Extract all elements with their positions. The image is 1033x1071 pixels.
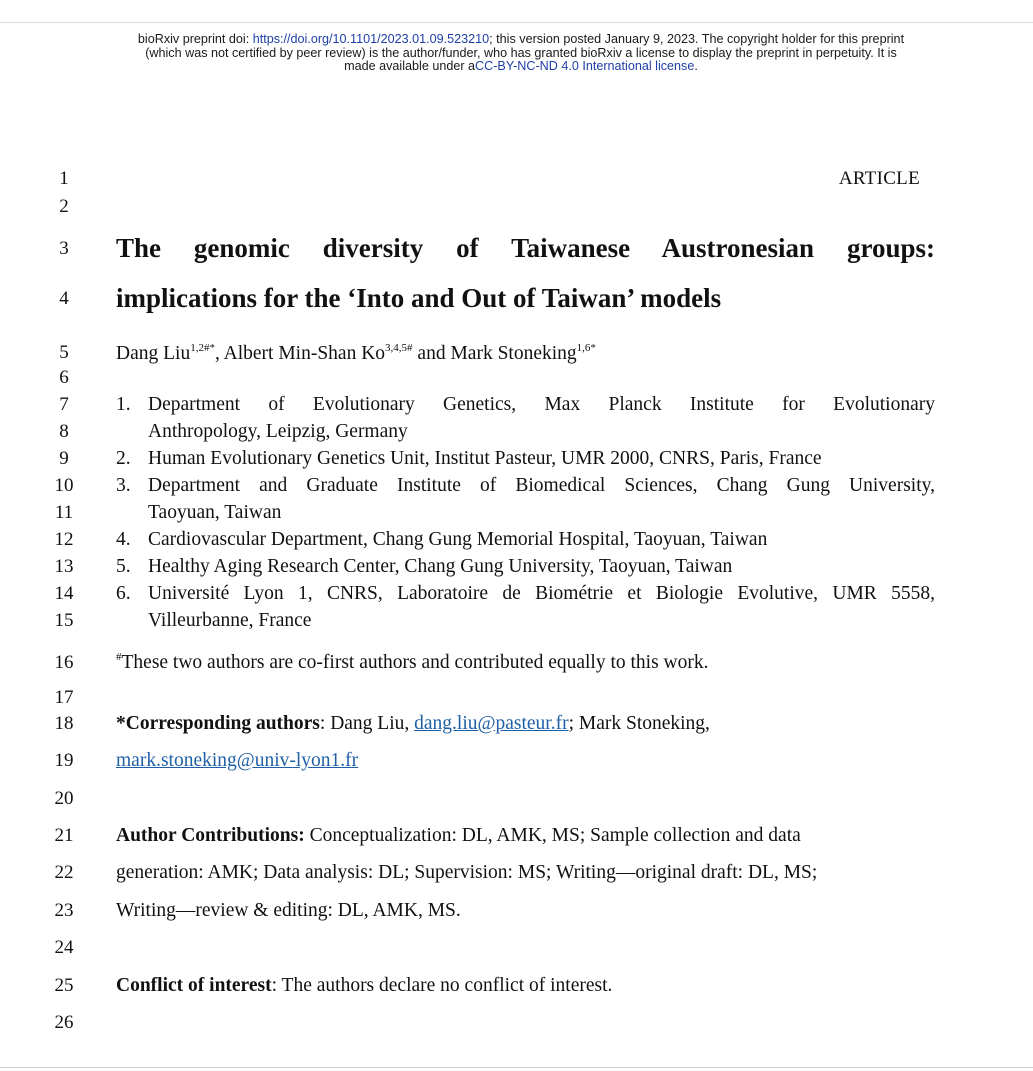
corresponding-authors: [116, 712, 710, 736]
line-number: 8: [59, 421, 69, 442]
line-number: 14: [54, 583, 74, 604]
corresponding-name: ; Mark Stoneking,: [568, 713, 710, 734]
line-number: 13: [54, 556, 74, 577]
corresponding-colon: :: [319, 713, 331, 734]
affiliation-text: Human Evolutionary Genetics Unit, Institut Pasteur, UMR 2000, CNRS, Paris, France: [148, 448, 822, 469]
line-number: 20: [54, 788, 74, 809]
line-number: 23: [54, 900, 74, 921]
line-number: 2: [59, 196, 69, 217]
line-number: 16: [54, 652, 74, 673]
line-number: 3: [59, 238, 69, 259]
email-link-mark-stoneking[interactable]: mark.stoneking@univ-lyon1.fr: [116, 750, 359, 771]
author-affiliation-sup: 1,2#*: [190, 342, 215, 354]
author-name: Dang Liu: [116, 343, 191, 364]
line-number: 24: [54, 937, 74, 958]
affiliation-text-continued: Taoyuan, Taiwan: [148, 502, 282, 523]
line-number: 4: [59, 288, 69, 309]
top-divider: [0, 22, 1033, 23]
line-number: 12: [54, 529, 74, 550]
banner-license-prefix: made available under a: [344, 59, 476, 74]
author-contributions: [116, 824, 801, 848]
line-number: 22: [54, 862, 74, 883]
bottom-divider: [0, 1067, 1033, 1068]
author-separator: and: [412, 343, 451, 364]
affiliation-text-continued: Villeurbanne, France: [148, 610, 312, 631]
license-link[interactable]: CC-BY-NC-ND 4.0 International license: [475, 59, 695, 74]
line-number: 25: [54, 975, 74, 996]
affiliation-number: 3.: [116, 475, 131, 496]
author-name: Mark Stoneking: [450, 343, 577, 364]
affiliation-number: 5.: [116, 556, 131, 577]
preprint-banner: [40, 33, 1002, 74]
line-number: 5: [59, 342, 69, 363]
line-number: 17: [54, 687, 74, 708]
affiliation-text: Université Lyon 1, CNRS, Laboratoire de Biométrie et Biologie Evolutive, UMR 5558,: [148, 583, 935, 604]
line-number: 18: [54, 713, 74, 734]
affiliation-number: 4.: [116, 529, 131, 550]
author-separator: ,: [214, 343, 224, 364]
doi-link[interactable]: https://doi.org/10.1101/2023.01.09.523210: [252, 32, 490, 46]
paper-title-line-1: The genomic diversity of Taiwanese Austronesian groups:: [116, 233, 935, 263]
affiliation-number: 6.: [116, 583, 131, 604]
banner-prefix: bioRxiv preprint doi:: [137, 32, 253, 46]
article-type-label: ARTICLE: [838, 168, 920, 189]
paper-title-line-2: implications for the ‘Into and Out of Taiwan’ models: [116, 283, 722, 313]
co-first-note: [116, 651, 709, 675]
conflict-label: Conflict of interest: [116, 975, 272, 996]
banner-line-3: [40, 60, 1002, 74]
email-link-dang-liu[interactable]: dang.liu@pasteur.fr: [414, 713, 569, 734]
line-number: 7: [59, 394, 69, 415]
affiliation-number: 2.: [116, 448, 131, 469]
line-number: 26: [54, 1012, 74, 1033]
author-affiliation-sup: 1,6*: [576, 342, 596, 354]
affiliation-text-continued: Anthropology, Leipzig, Germany: [148, 421, 408, 442]
line-number: 19: [54, 750, 74, 771]
line-number: 6: [59, 367, 69, 388]
conflict-of-interest: [116, 974, 612, 998]
line-number: 9: [59, 448, 69, 469]
banner-license-suffix: .: [694, 59, 698, 74]
affiliation-number: 1.: [116, 394, 131, 415]
co-first-mark: #: [116, 651, 122, 663]
conflict-text: : The authors declare no conflict of interest.: [271, 975, 613, 996]
corresponding-name: Dang Liu,: [330, 713, 415, 734]
line-number: 21: [54, 825, 74, 846]
corresponding-label: *Corresponding authors: [116, 713, 320, 734]
author-name: Albert Min-Shan Ko: [223, 343, 386, 364]
contributions-label: Author Contributions:: [116, 825, 305, 846]
affiliation-text: Department and Graduate Institute of Biomedical Sciences, Chang Gung University,: [148, 475, 935, 496]
line-number: 10: [54, 475, 74, 496]
affiliation-text: Cardiovascular Department, Chang Gung Memorial Hospital, Taoyuan, Taiwan: [148, 529, 768, 550]
affiliation-text: Department of Evolutionary Genetics, Max Planck Institute for Evolutionary: [148, 394, 935, 415]
line-number: 11: [54, 502, 74, 523]
line-number: 1: [59, 168, 69, 189]
affiliation-text: Healthy Aging Research Center, Chang Gung University, Taoyuan, Taiwan: [148, 556, 733, 577]
contributions-text: Conceptualization: DL, AMK, MS; Sample collection and data: [304, 825, 801, 846]
banner-line-1: [40, 33, 1002, 47]
corresponding-email-line: [116, 749, 358, 773]
co-first-text: These two authors are co-first authors and contributed equally to this work.: [121, 652, 709, 673]
author-list: [116, 342, 596, 366]
author-affiliation-sup: 3,4,5#: [385, 342, 413, 354]
banner-line-2: (which was not certified by peer review) is the author/funder, who has granted bioRxiv a license to display the preprint in perpetuity. It is: [145, 45, 897, 60]
contributions-text-line-2: generation: AMK; Data analysis: DL; Supervision: MS; Writing—original draft: DL, MS;: [116, 862, 818, 883]
contributions-text-line-3: Writing—review & editing: DL, AMK, MS.: [116, 900, 461, 921]
banner-posted-text: ; this version posted January 9, 2023. The copyright holder for this preprint: [489, 32, 905, 46]
line-number: 15: [54, 610, 74, 631]
